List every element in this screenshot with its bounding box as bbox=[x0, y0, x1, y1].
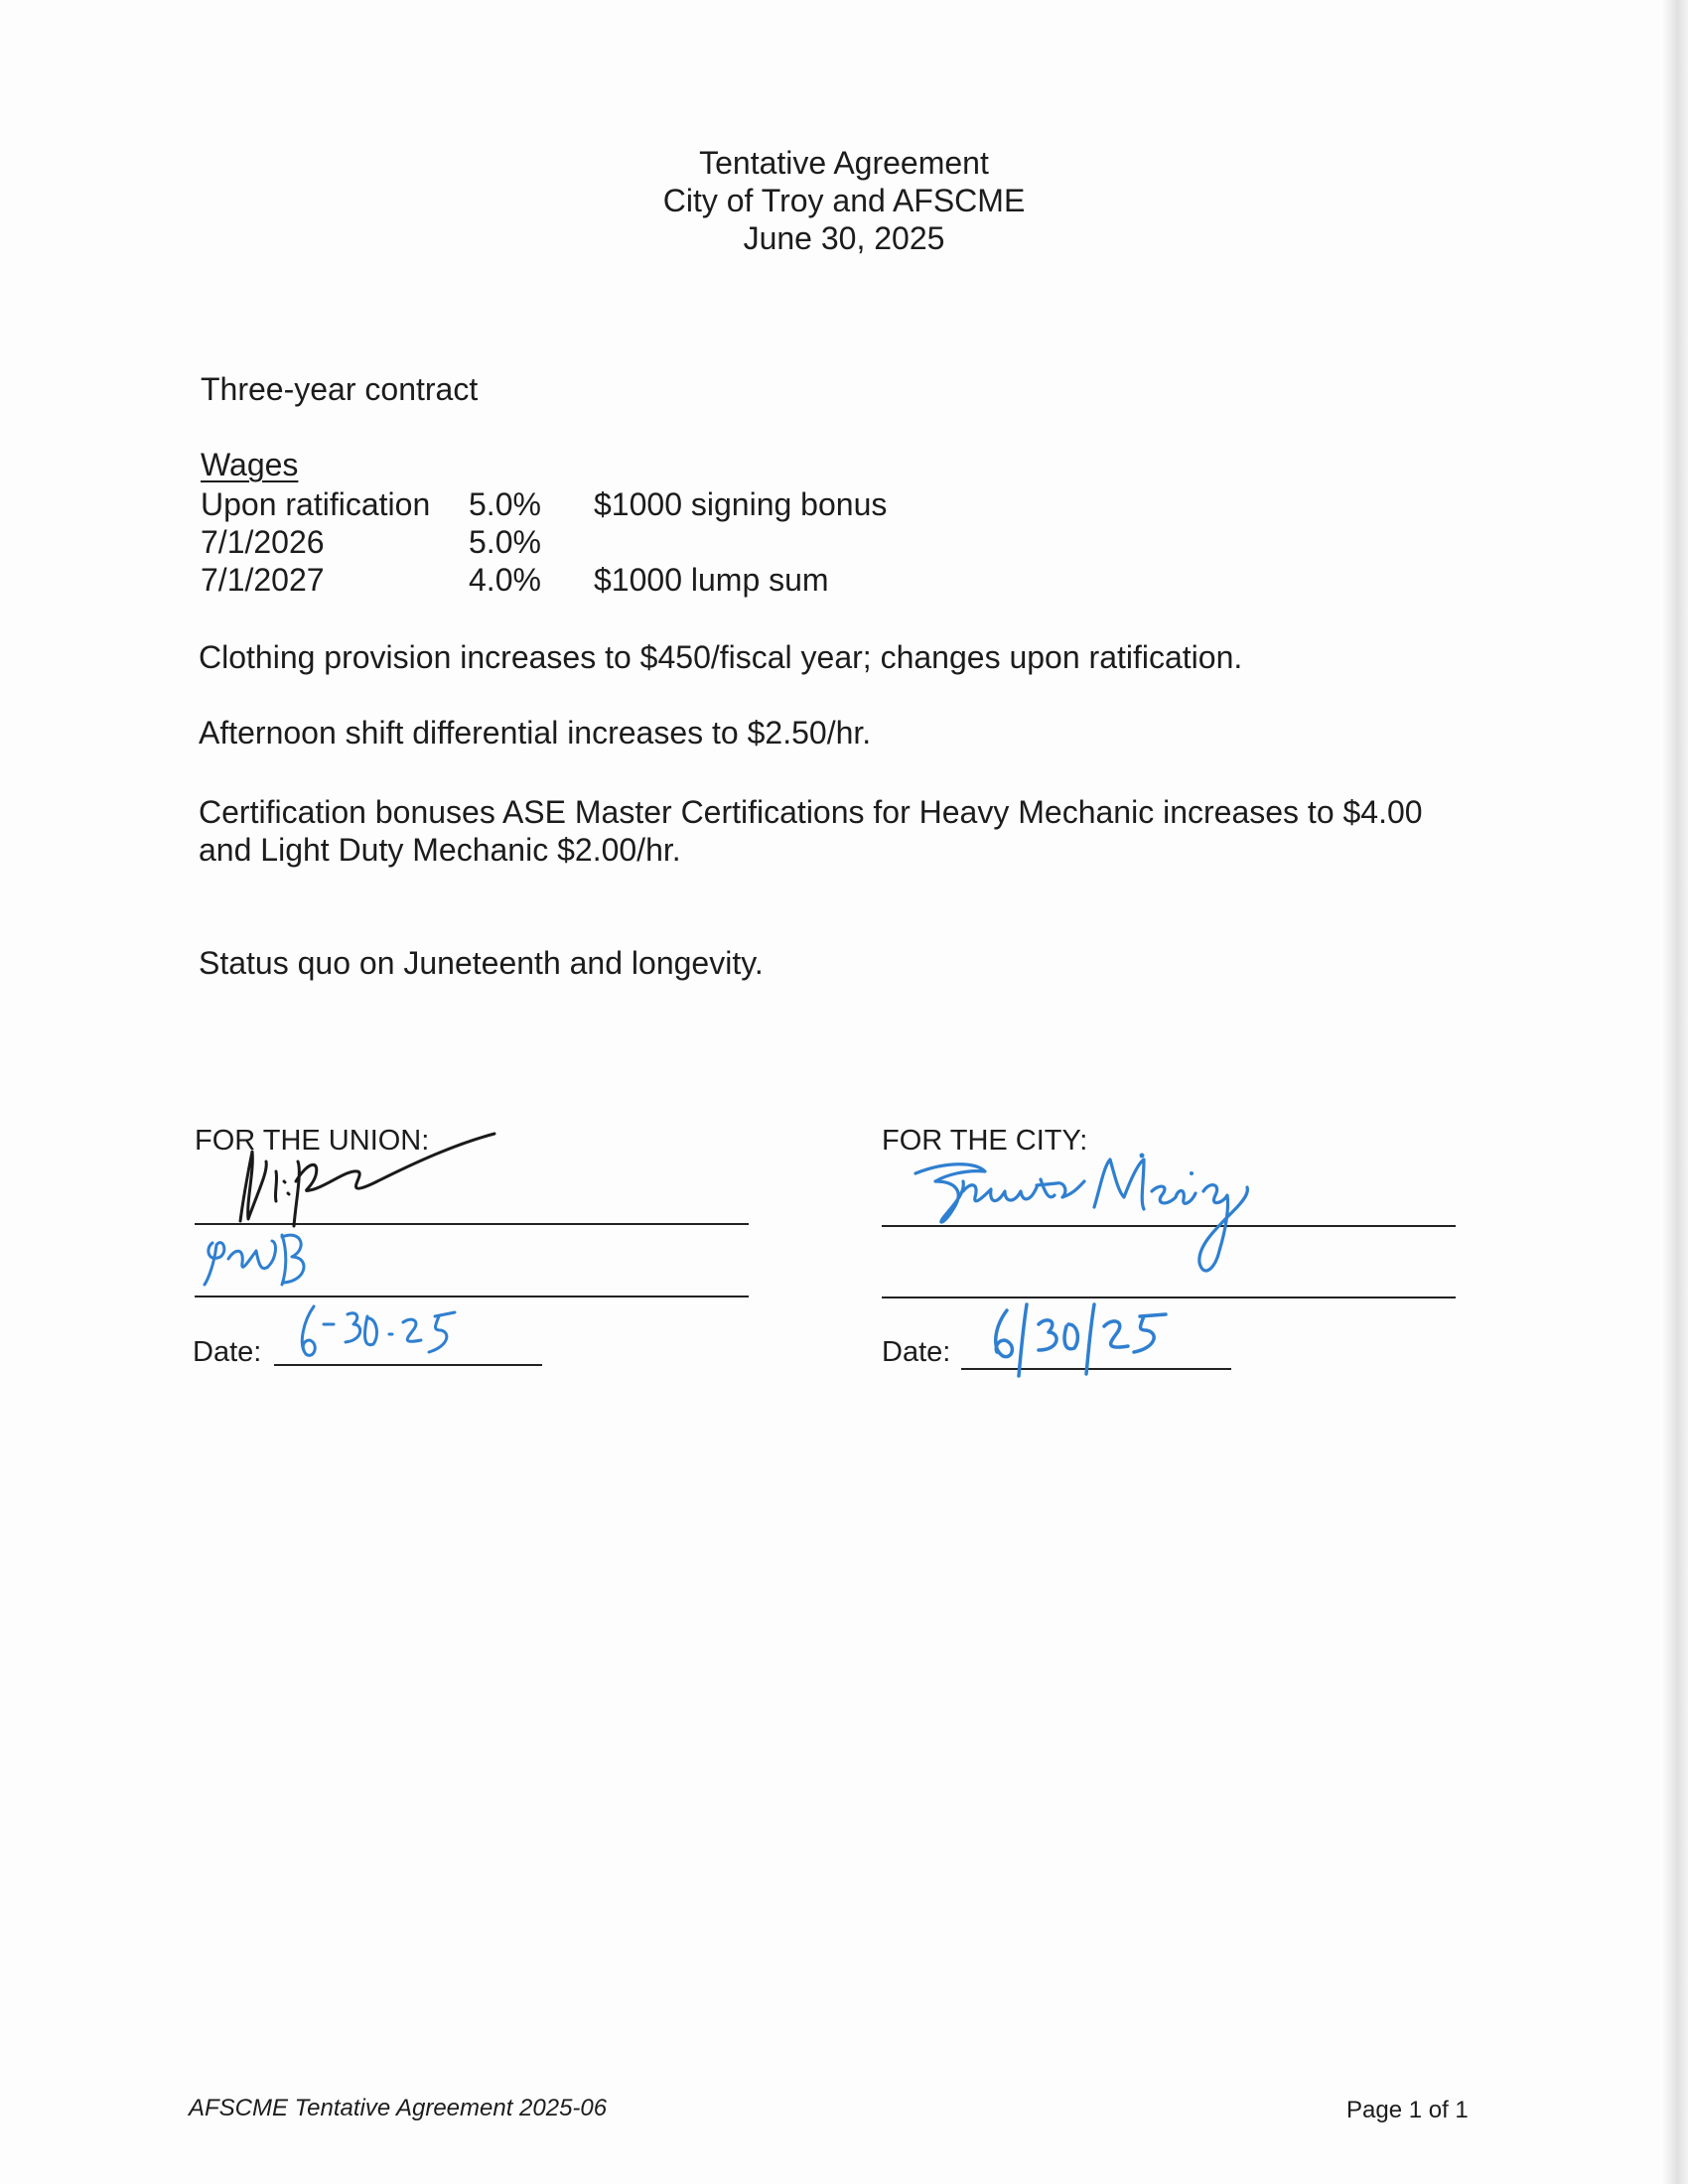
certification-bonus-line1: Certification bonuses ASE Master Certifications for Heavy Mechanic increases to $4.00 bbox=[199, 794, 1423, 830]
wage-rate: 5.0% bbox=[469, 486, 541, 522]
union-date-label: Date: bbox=[193, 1336, 262, 1368]
union-signature-1 bbox=[228, 1132, 506, 1231]
union-second-signature-line bbox=[195, 1296, 749, 1297]
document-date: June 30, 2025 bbox=[743, 220, 945, 256]
contract-term: Three-year contract bbox=[201, 371, 479, 407]
document-title: Tentative Agreement bbox=[699, 145, 989, 181]
page-edge-shadow bbox=[1662, 0, 1688, 2184]
wage-effective: Upon ratification bbox=[201, 486, 431, 522]
wage-note: $1000 signing bonus bbox=[594, 486, 888, 522]
wage-rate: 4.0% bbox=[469, 562, 541, 598]
city-signature bbox=[906, 1152, 1333, 1291]
union-signature-label: FOR THE UNION: bbox=[195, 1125, 430, 1157]
status-quo-note: Status quo on Juneteenth and longevity. bbox=[199, 945, 764, 981]
clothing-provision: Clothing provision increases to $450/fiscal year; changes upon ratification. bbox=[199, 639, 1243, 675]
wages-heading: Wages bbox=[201, 447, 299, 482]
wage-effective: 7/1/2027 bbox=[201, 562, 325, 598]
shift-differential: Afternoon shift differential increases to $2.50/hr. bbox=[199, 715, 872, 751]
document-parties: City of Troy and AFSCME bbox=[662, 183, 1026, 218]
city-signature-label: FOR THE CITY: bbox=[882, 1125, 1088, 1157]
union-date-handwritten bbox=[294, 1300, 473, 1366]
wage-rate: 5.0% bbox=[469, 524, 541, 560]
wage-note: $1000 lump sum bbox=[594, 562, 829, 598]
certification-bonus-line2: and Light Duty Mechanic $2.00/hr. bbox=[199, 832, 681, 868]
city-second-signature-line bbox=[882, 1297, 1456, 1298]
union-signature-2 bbox=[199, 1223, 348, 1293]
footer-page-number: Page 1 of 1 bbox=[1346, 2097, 1469, 2123]
city-date-label: Date: bbox=[882, 1336, 951, 1368]
city-date-handwritten bbox=[983, 1300, 1182, 1378]
wage-effective: 7/1/2026 bbox=[201, 524, 325, 560]
footer-document-id: AFSCME Tentative Agreement 2025-06 bbox=[189, 2095, 608, 2121]
